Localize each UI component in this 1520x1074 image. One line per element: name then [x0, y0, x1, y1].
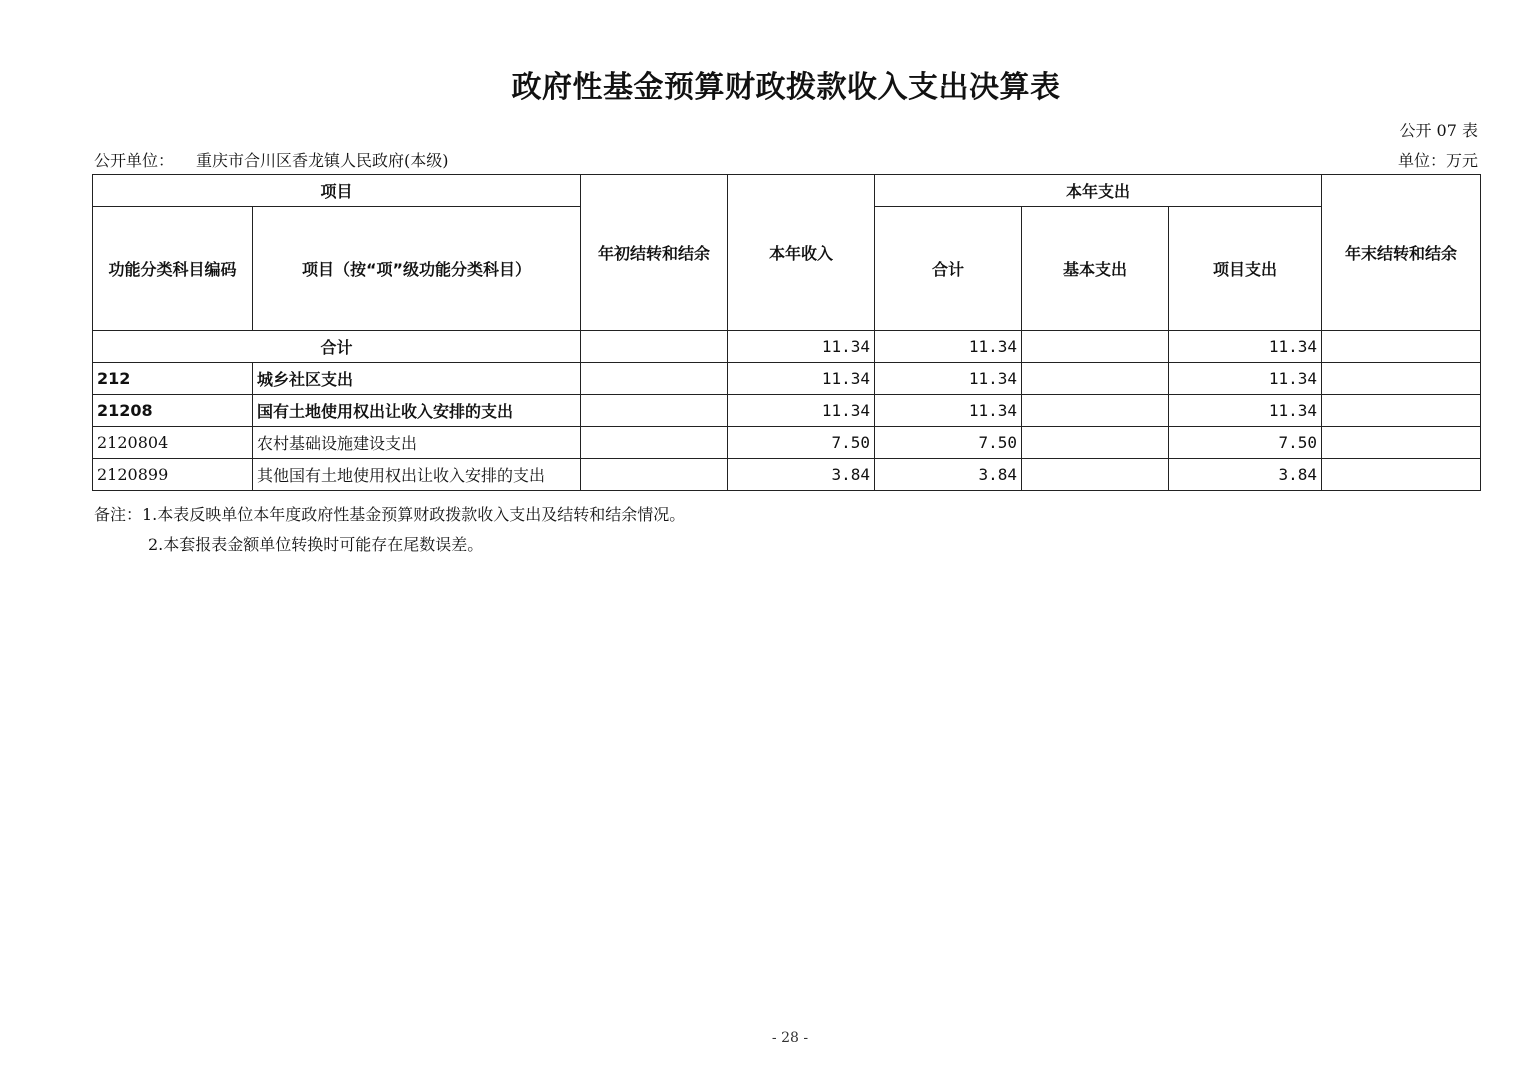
cell-begin-balance [581, 363, 728, 395]
cell-total: 11.34 [875, 363, 1022, 395]
cell-code: 21208 [93, 395, 253, 427]
page-number: - 28 - [771, 1030, 809, 1046]
cell-basic [1022, 331, 1169, 363]
table-row [93, 427, 1481, 459]
header-expense: 本年支出 [875, 175, 1322, 207]
cell-code: 2120804 [93, 427, 253, 459]
unit-name: 重庆市合川区香龙镇人民政府(本级) [196, 151, 449, 170]
header-total: 合计 [875, 207, 1022, 331]
cell-end-balance [1322, 427, 1481, 459]
cell-income: 11.34 [728, 363, 875, 395]
cell-income: 7.50 [728, 427, 875, 459]
footnote-1: 备注：1.本表反映单位本年度政府性基金预算财政拨款收入支出及结转和结余情况。 [94, 505, 686, 524]
cell-project-exp: 11.34 [1169, 363, 1322, 395]
cell-basic [1022, 459, 1169, 491]
cell-income: 3.84 [728, 459, 875, 491]
table-row [93, 363, 1481, 395]
header-project-exp: 项目支出 [1169, 207, 1322, 331]
unit-label: 公开单位： [94, 151, 175, 170]
cell-begin-balance [581, 459, 728, 491]
cell-end-balance [1322, 331, 1481, 363]
cell-project-exp: 3.84 [1169, 459, 1322, 491]
form-number: 公开 07 表 [1399, 121, 1478, 140]
cell-basic [1022, 395, 1169, 427]
cell-code: 212 [93, 363, 253, 395]
header-begin-balance: 年初结转和结余 [581, 175, 728, 331]
cell-total: 11.34 [875, 331, 1022, 363]
cell-basic [1022, 363, 1169, 395]
table-row [93, 459, 1481, 491]
header-row-1 [93, 175, 1481, 207]
header-basic: 基本支出 [1022, 207, 1169, 331]
footnote-2: 2.本套报表金额单位转换时可能存在尾数误差。 [148, 535, 484, 554]
table-row [93, 395, 1481, 427]
cell-project-exp: 11.34 [1169, 331, 1322, 363]
header-func-code: 功能分类科目编码 [93, 207, 253, 331]
cell-begin-balance [581, 331, 728, 363]
cell-begin-balance [581, 395, 728, 427]
total-label: 合计 [93, 331, 581, 363]
cell-total: 7.50 [875, 427, 1022, 459]
cell-end-balance [1322, 363, 1481, 395]
budget-table [92, 174, 1481, 491]
footnotes [94, 500, 685, 560]
total-row [93, 331, 1481, 363]
cell-name: 其他国有土地使用权出让收入安排的支出 [253, 459, 581, 491]
currency-unit: 单位：万元 [1397, 151, 1478, 170]
cell-project-exp: 7.50 [1169, 427, 1322, 459]
reporting-unit [94, 148, 449, 171]
page-title: 政府性基金预算财政拨款收入支出决算表 [511, 70, 1061, 105]
cell-name: 城乡社区支出 [253, 363, 581, 395]
cell-income: 11.34 [728, 395, 875, 427]
header-end-balance: 年末结转和结余 [1322, 175, 1481, 331]
cell-total: 11.34 [875, 395, 1022, 427]
cell-end-balance [1322, 459, 1481, 491]
cell-name: 国有土地使用权出让收入安排的支出 [253, 395, 581, 427]
cell-name: 农村基础设施建设支出 [253, 427, 581, 459]
header-income: 本年收入 [728, 175, 875, 331]
cell-project-exp: 11.34 [1169, 395, 1322, 427]
header-project: 项目 [93, 175, 581, 207]
cell-end-balance [1322, 395, 1481, 427]
cell-basic [1022, 427, 1169, 459]
header-project-item: 项目（按“项”级功能分类科目） [253, 207, 581, 331]
cell-code: 2120899 [93, 459, 253, 491]
cell-total: 3.84 [875, 459, 1022, 491]
cell-income: 11.34 [728, 331, 875, 363]
cell-begin-balance [581, 427, 728, 459]
